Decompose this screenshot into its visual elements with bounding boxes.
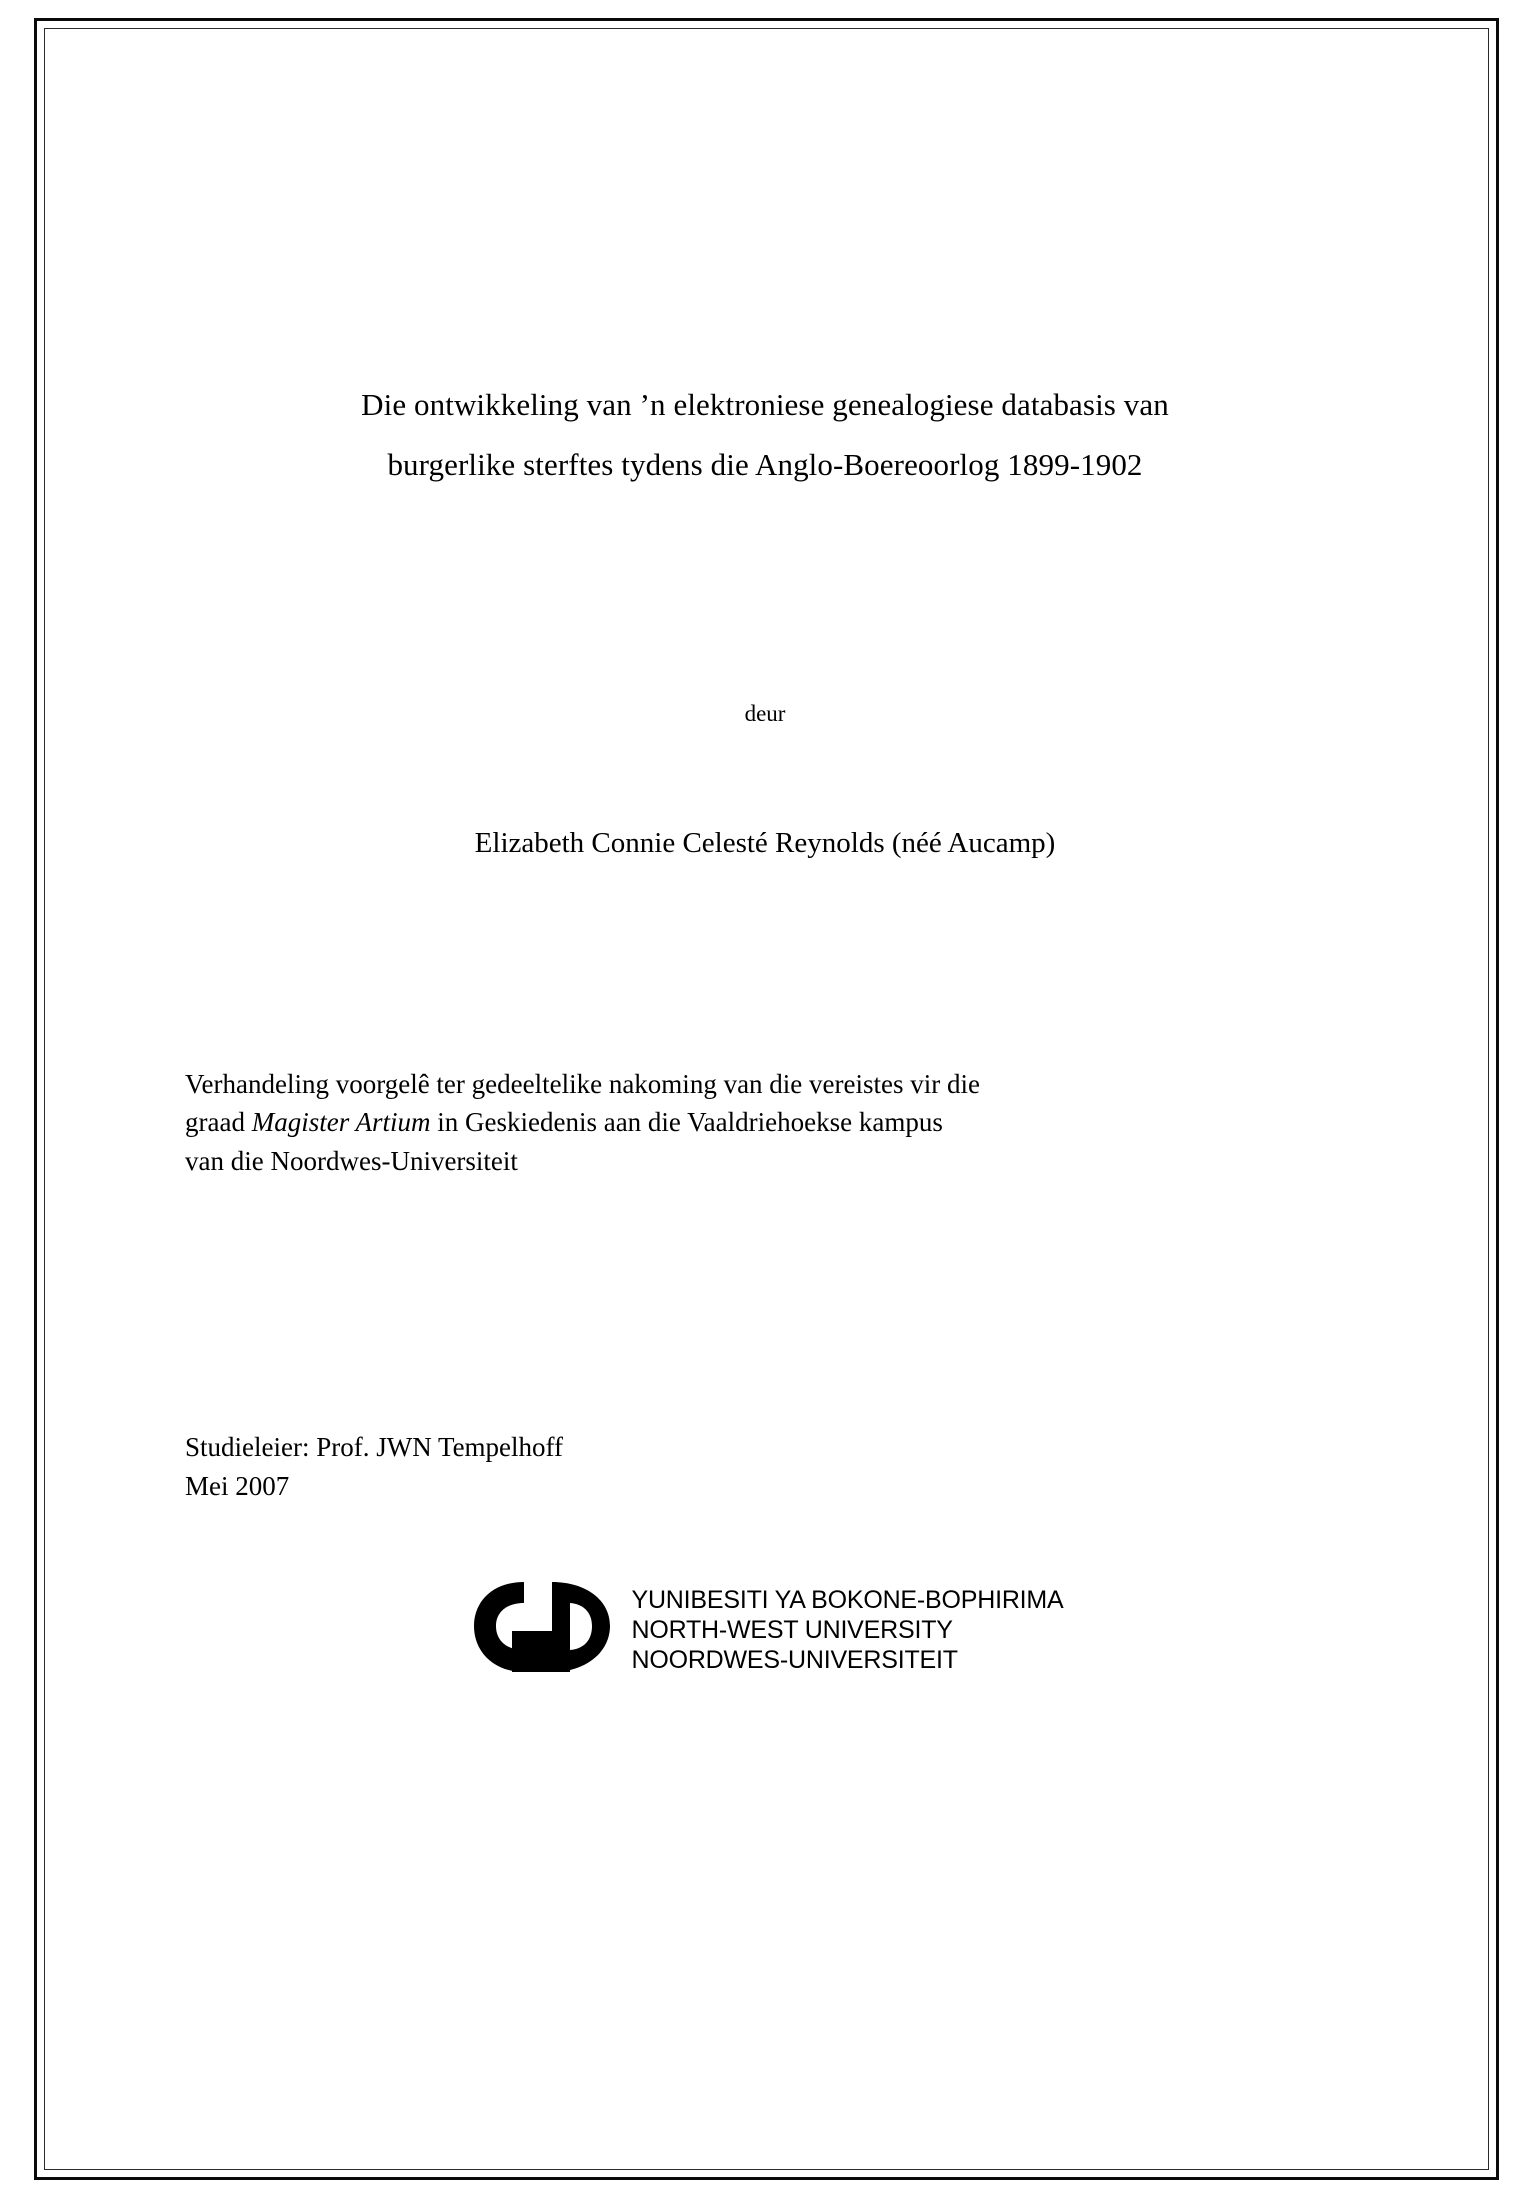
title-page-content xyxy=(185,60,1345,2120)
logo-line-2: NORTH-WEST UNIVERSITY xyxy=(631,1616,953,1645)
university-logo xyxy=(185,1576,1345,1684)
logo-line-1: YUNIBESITI YA BOKONE-BOPHIRIMA xyxy=(631,1586,1064,1615)
supervisor-block xyxy=(185,1428,1345,1506)
title-line-2: burgerlike sterftes tydens die Anglo-Boereoorlog 1899-1902 xyxy=(387,447,1143,483)
page-title xyxy=(185,375,1345,496)
degree-statement-line-2-prefix: graad xyxy=(185,1107,252,1138)
submission-date: Mei 2007 xyxy=(185,1471,290,1501)
nwu-logo-icon xyxy=(466,1576,621,1684)
logo-line-3: NOORDWES-UNIVERSITEIT xyxy=(631,1646,958,1675)
degree-statement xyxy=(185,1065,1230,1180)
title-line-1: Die ontwikkeling van ’n elektroniese genealogiese databasis van xyxy=(361,387,1169,422)
degree-statement-line-2 xyxy=(185,1103,1230,1141)
degree-name-italic: Magister Artium xyxy=(251,1107,431,1138)
degree-statement-line-3: van die Noordwes-Universiteit xyxy=(185,1145,518,1176)
university-logo-text xyxy=(631,1585,1063,1675)
supervisor-name: Studieleier: Prof. JWN Tempelhoff xyxy=(185,1431,564,1462)
degree-statement-line-2-suffix: in Geskiedenis aan die Vaaldriehoekse kampus xyxy=(430,1107,943,1138)
author-name: Elizabeth Connie Celesté Reynolds (néé Aucamp) xyxy=(474,826,1056,859)
degree-statement-line-1: Verhandeling voorgelê ter gedeeltelike nakoming van die vereistes vir die xyxy=(185,1068,980,1099)
by-label: deur xyxy=(744,700,786,726)
